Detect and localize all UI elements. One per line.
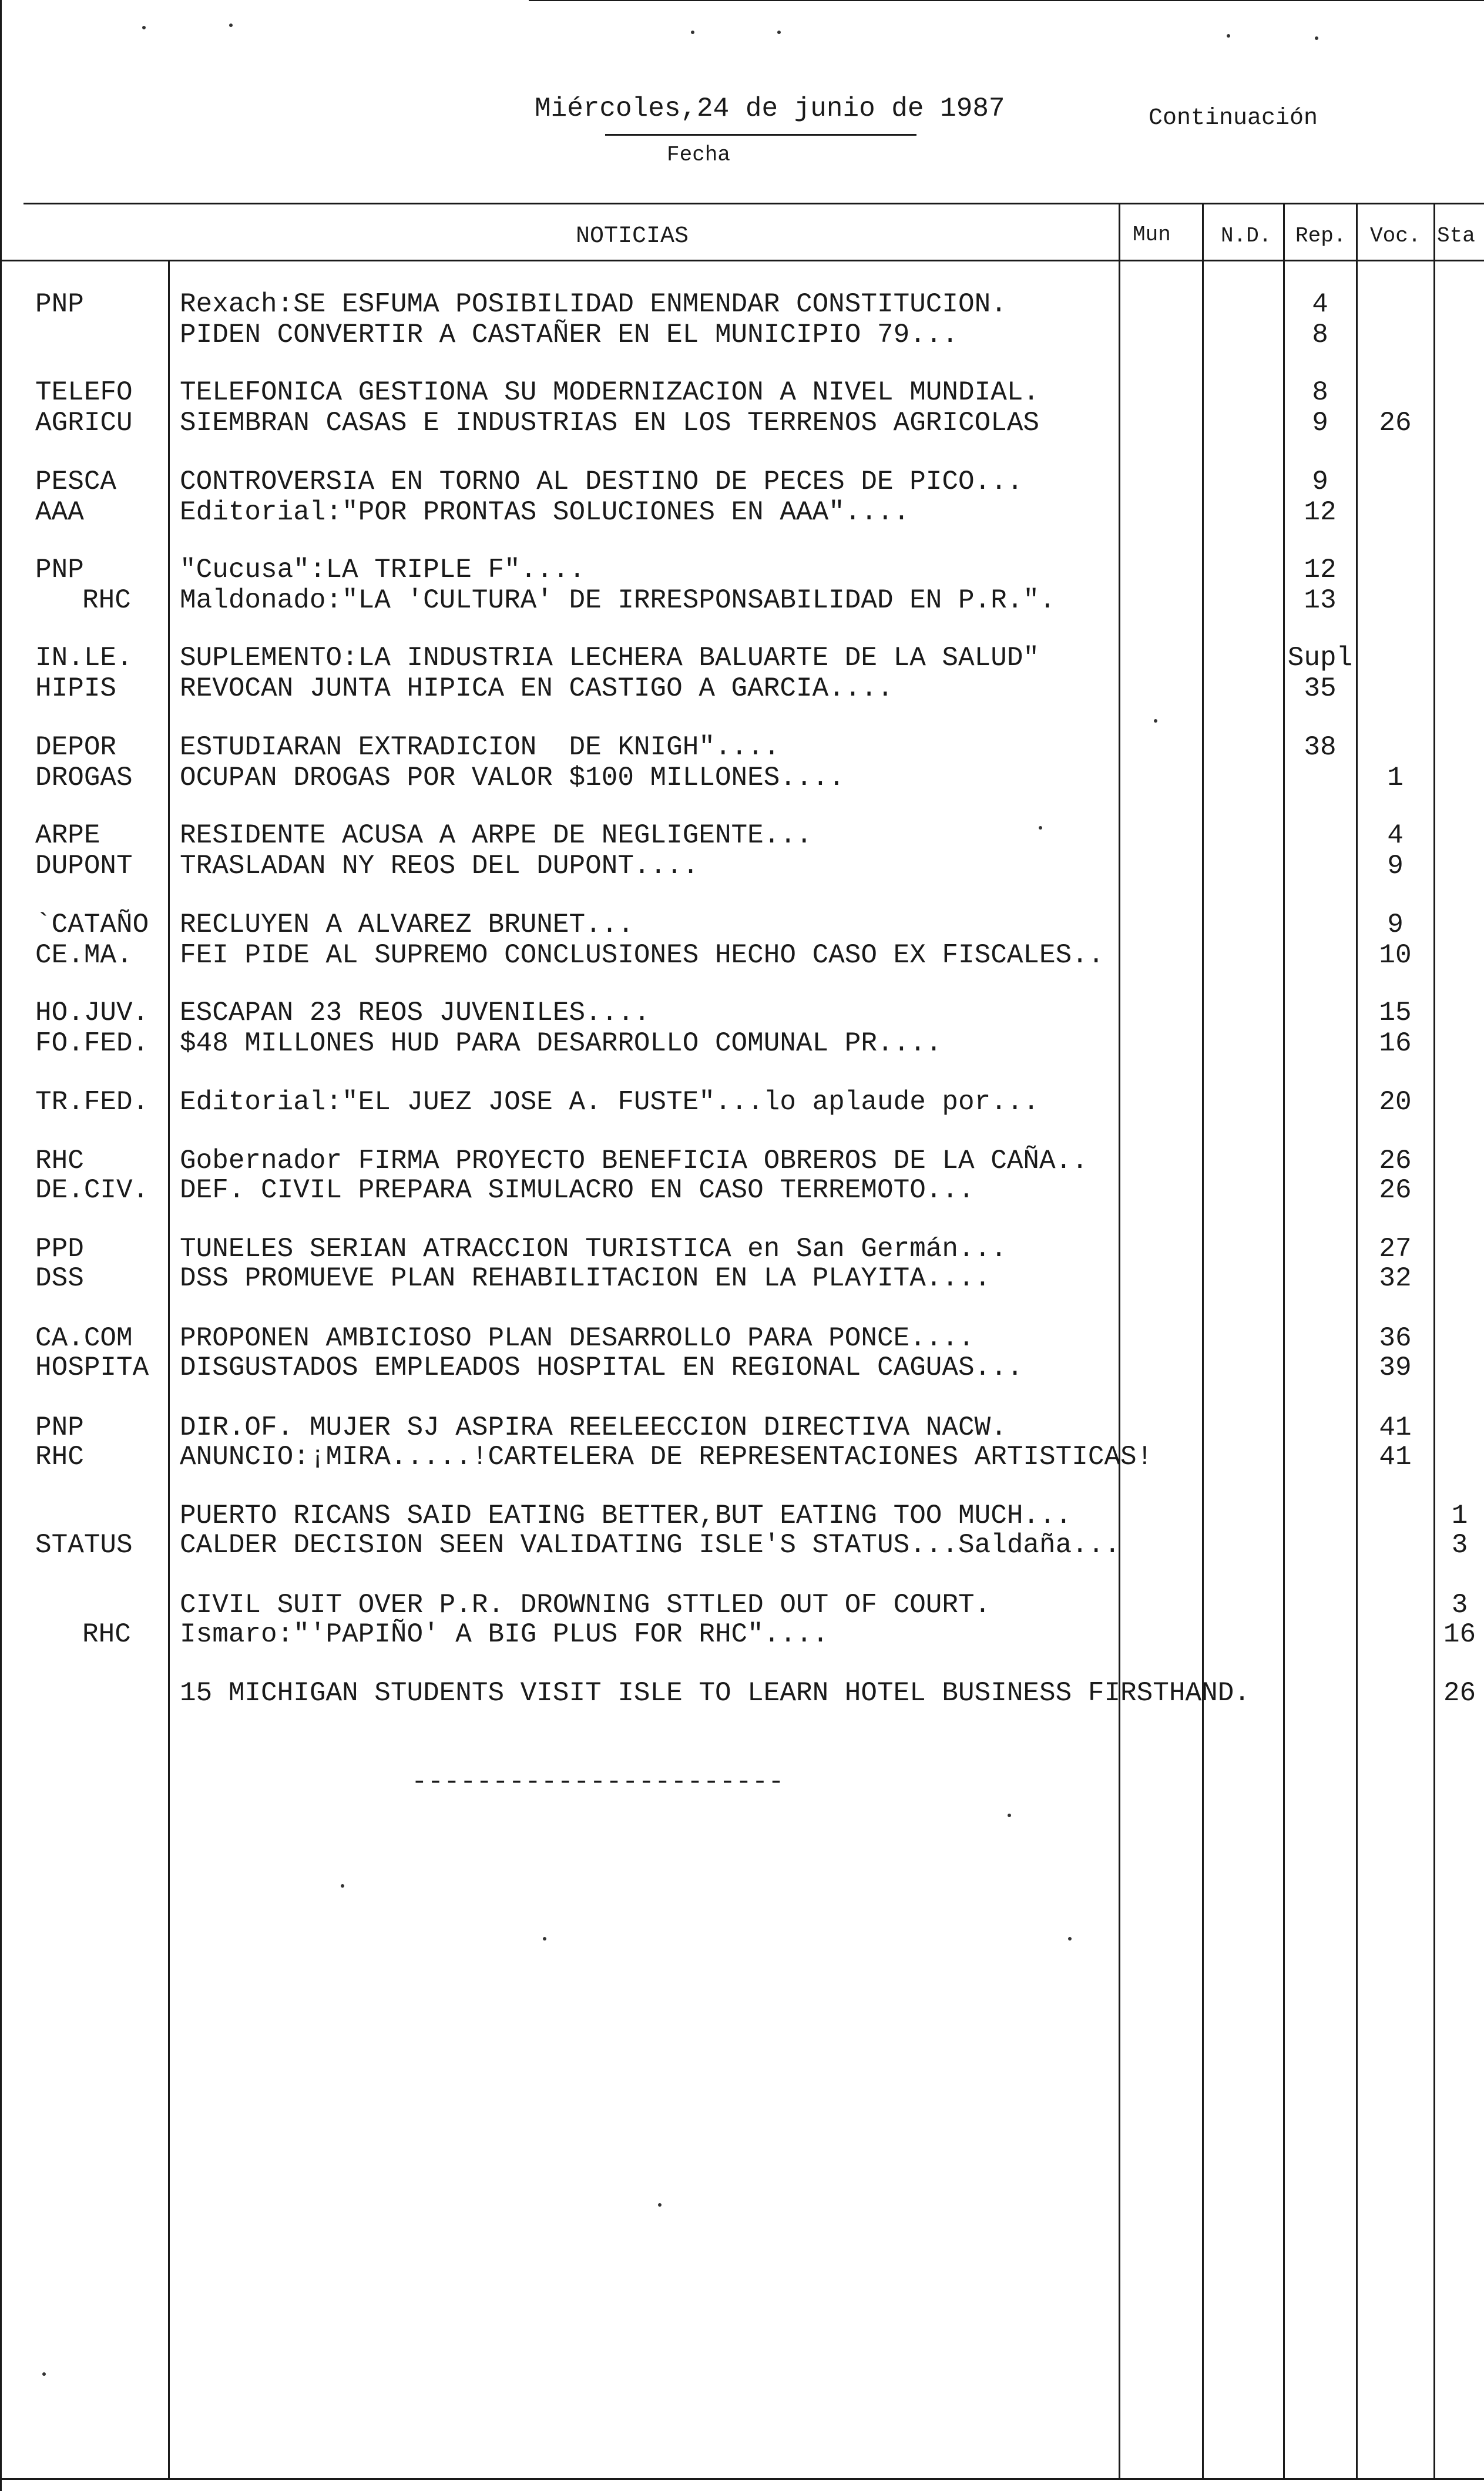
scan-speck: [1154, 719, 1157, 723]
row-voc-value: 15: [1379, 998, 1412, 1028]
row-rep-value: 8: [1312, 320, 1328, 350]
row-voc-value: 41: [1379, 1442, 1412, 1472]
scan-speck: [1039, 826, 1042, 830]
row-voc-value: 16: [1379, 1028, 1412, 1059]
row-code: DE.CIV.: [35, 1175, 149, 1206]
row-headline: Maldonado:"LA 'CULTURA' DE IRRESPONSABILIDAD EN P.R.".: [180, 585, 1056, 616]
row-code: HO.JUV.: [35, 998, 149, 1028]
date-text: Miércoles,24 de junio de 1987: [535, 93, 1005, 124]
scan-speck: [543, 1937, 546, 1941]
row-headline: TELEFONICA GESTIONA SU MODERNIZACION A NIVEL MUNDIAL.: [180, 377, 1040, 408]
scan-speck: [341, 1884, 344, 1888]
col-sep-code: [168, 261, 170, 2478]
footer-dash-rule: -----------------------: [411, 1767, 784, 1797]
date-caption: Fecha: [667, 143, 731, 167]
col-sep-header-rep: [1283, 204, 1285, 260]
row-code: CA.COM: [35, 1323, 133, 1354]
row-voc-value: 4: [1387, 820, 1404, 851]
row-rep-value: 13: [1304, 585, 1337, 616]
row-headline: OCUPAN DROGAS POR VALOR $100 MILLONES....: [180, 763, 845, 793]
row-headline: Editorial:"EL JUEZ JOSE A. FUSTE"...lo aplaude por...: [180, 1087, 1040, 1117]
row-rep-value: 38: [1304, 732, 1337, 763]
scan-speck: [42, 2372, 46, 2376]
row-rep-value: Supl: [1287, 643, 1353, 673]
row-headline: SUPLEMENTO:LA INDUSTRIA LECHERA BALUARTE DE LA SALUD": [180, 643, 1040, 673]
continuation-text: Continuación: [1149, 105, 1318, 132]
row-code: STATUS: [35, 1530, 133, 1560]
row-headline: TUNELES SERIAN ATRACCION TURISTICA en San Germán...: [180, 1234, 1007, 1264]
row-code: DEPOR: [35, 732, 117, 763]
row-code: PNP: [35, 289, 84, 320]
row-headline: DIR.OF. MUJER SJ ASPIRA REELEECCION DIRECTIVA NACW.: [180, 1412, 1007, 1443]
row-code: DROGAS: [35, 763, 133, 793]
bottom-rule: [0, 2478, 1484, 2480]
row-voc-value: 9: [1387, 909, 1404, 940]
row-rep-value: 8: [1312, 377, 1328, 408]
row-rep-value: 4: [1312, 289, 1328, 320]
row-rep-value: 12: [1304, 555, 1337, 585]
row-headline: ANUNCIO:¡MIRA.....!CARTELERA DE REPRESENTACIONES ARTISTICAS!: [180, 1442, 1153, 1472]
row-headline: "Cucusa":LA TRIPLE F"....: [180, 555, 586, 585]
row-headline: Ismaro:"'PAPIÑO' A BIG PLUS FOR RHC"....: [180, 1619, 829, 1650]
row-headline: RECLUYEN A ALVAREZ BRUNET...: [180, 909, 634, 940]
row-sta-value: 1: [1451, 1500, 1468, 1531]
scan-speck: [1008, 1814, 1011, 1817]
row-sta-value: 3: [1451, 1530, 1468, 1560]
date-underline: [605, 134, 916, 136]
col-sep-header-mun: [1119, 204, 1120, 260]
row-headline: CIVIL SUIT OVER P.R. DROWNING STTLED OUT OF COURT.: [180, 1590, 991, 1620]
left-margin-line: [0, 0, 2, 2491]
row-headline: CONTROVERSIA EN TORNO AL DESTINO DE PECES DE PICO...: [180, 466, 1023, 497]
row-headline: $48 MILLONES HUD PARA DESARROLLO COMUNAL PR....: [180, 1028, 942, 1059]
row-voc-value: 26: [1379, 1146, 1412, 1176]
row-code: PNP: [35, 555, 84, 585]
row-headline: PIDEN CONVERTIR A CASTAÑER EN EL MUNICIPIO 79...: [180, 320, 959, 350]
row-code: RHC: [82, 585, 131, 616]
row-headline: 15 MICHIGAN STUDENTS VISIT ISLE TO LEARN HOTEL BUSINESS FIRSTHAND.: [180, 1678, 1250, 1708]
row-code: HIPIS: [35, 673, 117, 704]
row-rep-value: 9: [1312, 466, 1328, 497]
row-code: IN.LE.: [35, 643, 133, 673]
row-code: TR.FED.: [35, 1087, 149, 1117]
row-headline: PROPONEN AMBICIOSO PLAN DESARROLLO PARA PONCE....: [180, 1323, 975, 1354]
row-code: RHC: [82, 1619, 131, 1650]
row-headline: SIEMBRAN CASAS E INDUSTRIAS EN LOS TERRENOS AGRICOLAS: [180, 408, 1040, 438]
row-headline: TRASLADAN NY REOS DEL DUPONT....: [180, 851, 699, 881]
row-headline: REVOCAN JUNTA HIPICA EN CASTIGO A GARCIA....: [180, 673, 894, 704]
row-voc-value: 9: [1387, 851, 1404, 881]
row-code: FO.FED.: [35, 1028, 149, 1059]
col-sep-nd: [1202, 261, 1204, 2478]
row-headline: RESIDENTE ACUSA A ARPE DE NEGLIGENTE...: [180, 820, 812, 851]
row-voc-value: 26: [1379, 1175, 1412, 1206]
row-code: PESCA: [35, 466, 117, 497]
scan-speck: [1068, 1937, 1072, 1941]
scan-speck: [691, 31, 694, 34]
row-headline: FEI PIDE AL SUPREMO CONCLUSIONES HECHO CASO EX FISCALES..: [180, 940, 1104, 971]
row-voc-value: 26: [1379, 408, 1412, 438]
row-headline: CALDER DECISION SEEN VALIDATING ISLE'S STATUS...Saldaña...: [180, 1530, 1121, 1560]
top-rule: [529, 0, 1484, 1]
row-code: DSS: [35, 1263, 84, 1294]
scan-speck: [142, 26, 146, 29]
column-header-voc: Voc.: [1370, 224, 1421, 248]
row-rep-value: 35: [1304, 673, 1337, 704]
row-headline: PUERTO RICANS SAID EATING BETTER,BUT EATING TOO MUCH...: [180, 1500, 1072, 1531]
row-voc-value: 20: [1379, 1087, 1412, 1117]
scan-speck: [777, 31, 781, 34]
scan-speck: [1227, 34, 1230, 38]
row-headline: ESCAPAN 23 REOS JUVENILES....: [180, 998, 650, 1028]
row-headline: DEF. CIVIL PREPARA SIMULACRO EN CASO TERREMOTO...: [180, 1175, 975, 1206]
column-header-noticias: NOTICIAS: [576, 223, 689, 250]
row-code: RHC: [35, 1442, 84, 1472]
col-sep-mun: [1119, 261, 1120, 2478]
row-headline: Gobernador FIRMA PROYECTO BENEFICIA OBREROS DE LA CAÑA..: [180, 1146, 1088, 1176]
scan-speck: [1315, 36, 1318, 40]
row-voc-value: 32: [1379, 1263, 1412, 1294]
row-voc-value: 39: [1379, 1352, 1412, 1383]
row-code: AAA: [35, 497, 84, 528]
row-rep-value: 12: [1304, 497, 1337, 528]
column-header-sta: Sta: [1437, 224, 1475, 248]
row-sta-value: 26: [1443, 1678, 1476, 1708]
scan-speck: [229, 24, 233, 27]
row-voc-value: 1: [1387, 763, 1404, 793]
table-header-bottom-rule: [0, 260, 1484, 261]
col-sep-header-voc: [1356, 204, 1358, 260]
row-code: TELEFO: [35, 377, 133, 408]
row-code: ARPE: [35, 820, 100, 851]
row-voc-value: 27: [1379, 1234, 1412, 1264]
row-headline: DSS PROMUEVE PLAN REHABILITACION EN LA PLAYITA....: [180, 1263, 991, 1294]
row-code: CE.MA.: [35, 940, 133, 971]
row-headline: Editorial:"POR PRONTAS SOLUCIONES EN AAA"....: [180, 497, 910, 528]
column-header-rep: Rep.: [1295, 224, 1347, 248]
row-code: `CATAÑO: [35, 909, 149, 940]
row-rep-value: 9: [1312, 408, 1328, 438]
col-sep-sta: [1433, 261, 1435, 2478]
row-code: HOSPITA: [35, 1352, 149, 1383]
row-code: PNP: [35, 1412, 84, 1443]
table-header-top-rule: [23, 203, 1484, 204]
row-sta-value: 16: [1443, 1619, 1476, 1650]
row-headline: ESTUDIARAN EXTRADICION DE KNIGH"....: [180, 732, 780, 763]
row-voc-value: 10: [1379, 940, 1412, 971]
col-sep-header-nd: [1202, 204, 1204, 260]
row-sta-value: 3: [1451, 1590, 1468, 1620]
row-headline: DISGUSTADOS EMPLEADOS HOSPITAL EN REGIONAL CAGUAS...: [180, 1352, 1023, 1383]
row-voc-value: 41: [1379, 1412, 1412, 1443]
row-headline: Rexach:SE ESFUMA POSIBILIDAD ENMENDAR CONSTITUCION.: [180, 289, 1007, 320]
row-code: RHC: [35, 1146, 84, 1176]
column-header-mun: Mun: [1133, 223, 1171, 247]
row-code: DUPONT: [35, 851, 133, 881]
column-header-nd: N.D.: [1221, 224, 1272, 248]
row-voc-value: 36: [1379, 1323, 1412, 1354]
row-code: AGRICU: [35, 408, 133, 438]
scan-speck: [658, 2203, 662, 2207]
row-code: PPD: [35, 1234, 84, 1264]
col-sep-header-sta: [1433, 204, 1435, 260]
